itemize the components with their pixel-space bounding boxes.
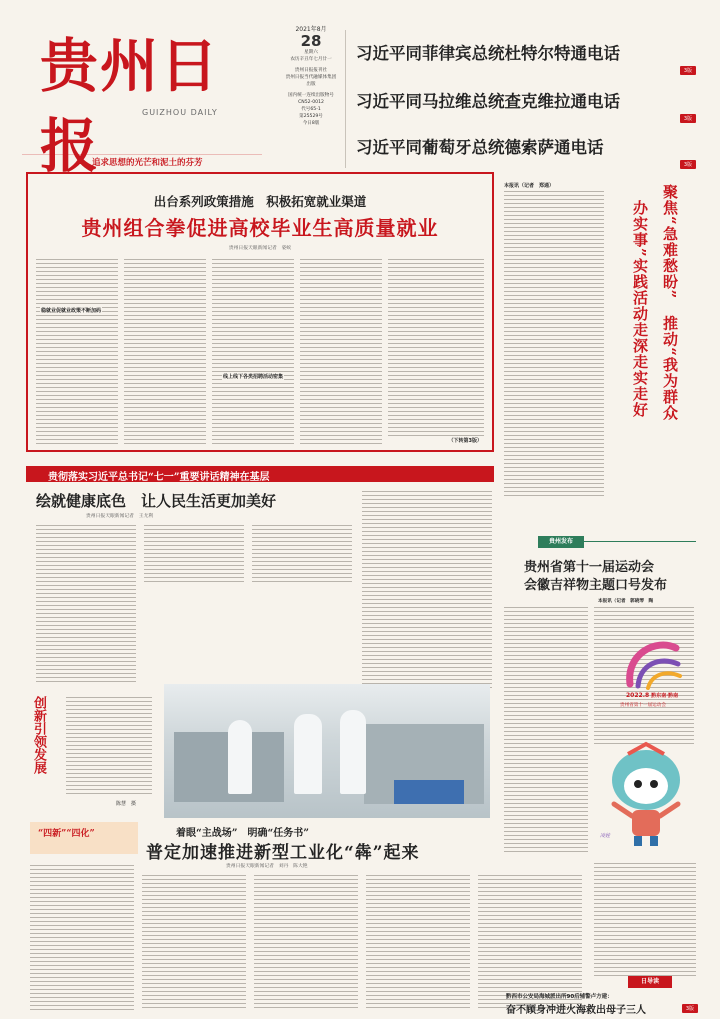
photo-feature[interactable] [26, 690, 490, 820]
guizhou-release[interactable] [504, 530, 696, 860]
release-headline-1: 贵州省第十一届运动会 [524, 560, 655, 575]
guide-headline: 奋不顾身冲进火海救出母子三人 [506, 1005, 646, 1016]
lead-kicker: 出台系列政策措施 积极拓宽就业渠道 [153, 194, 367, 209]
lead-text-col-5 [388, 256, 484, 436]
top-headline-3[interactable]: 习近平同葡萄牙总统德索萨通电话 3版 [356, 134, 696, 164]
slogan-rule [22, 154, 262, 155]
top-headlines [356, 34, 696, 174]
health-byline: 贵州日报天眼新闻记者 王尤利 [86, 514, 154, 519]
lead-text-col-4 [300, 256, 382, 446]
industry-headline: 普定加速推进新型工业化“犇”起来 [146, 843, 420, 863]
issue-number: 第25529号 [299, 114, 323, 119]
blue-crates [394, 780, 464, 804]
games-emblem [616, 634, 690, 690]
games-logo [616, 634, 690, 726]
logo-name: 贵州省第十一届运动会 [620, 703, 666, 708]
lead-text-col-3 [212, 256, 294, 446]
photo-author: 陈慧 摄 [116, 801, 137, 807]
mascot [598, 740, 694, 850]
release-tag: 贵州发布 [538, 536, 584, 548]
today-guide[interactable] [504, 980, 698, 1016]
lead-subhead-1: 稳就业促就业政策不断加码 [41, 308, 102, 314]
health-story[interactable] [26, 488, 356, 698]
date-day: 28 [300, 32, 322, 50]
side-story-text [504, 188, 604, 498]
lead-headline: 贵州组合拳促进高校毕业生高质量就业 [81, 216, 439, 240]
lunar-date: 农历辛丑年七月廿一 [290, 57, 332, 62]
release-headline-2: 会徽吉祥物主题口号发布 [524, 578, 668, 593]
worker-figure [294, 714, 322, 794]
factory-photo [164, 684, 490, 818]
industry-text-col-2 [142, 872, 246, 1010]
photo-caption-text [66, 694, 152, 796]
worker-figure [340, 710, 366, 794]
publisher-2: 贵州日报当代融媒体集团 [285, 75, 337, 80]
postal-code: 代号65-1 [301, 107, 321, 112]
masthead-slogan: 追求思想的光芒和泥土的芬芳 [92, 158, 203, 168]
lead-byline: 贵州日报天眼新闻记者 姿蚁 [228, 246, 292, 251]
guide-page-tag: 3版 [682, 1004, 698, 1013]
release-bottom-text [594, 860, 696, 978]
health-headline: 绘就健康底色 让人民生活更加美好 [36, 492, 277, 510]
side-headline-col-2[interactable]: 办实事”实践活动走深走实走好 [631, 200, 649, 418]
masthead-info [282, 26, 340, 127]
health-text-col-2 [144, 522, 244, 584]
masthead-name: 贵州日报 [40, 32, 221, 180]
publisher-1: 贵州日报报刊社 [294, 68, 328, 73]
industry-badge: “四新”“四化” [30, 822, 138, 854]
page-ref-tag: 3版 [680, 160, 696, 169]
industry-text-col-4 [366, 872, 470, 1010]
release-rule [584, 541, 696, 542]
masthead [22, 18, 272, 180]
lead-text-col-1 [36, 256, 118, 446]
date-year-month: 2021年8月 [295, 26, 327, 33]
health-text-col-1 [36, 522, 136, 682]
publisher-3: 出版 [306, 82, 316, 87]
lead-subhead-2: 线上线下各类招聘活动密集 [223, 374, 284, 380]
health-text-col-3 [252, 522, 352, 584]
lead-text-col-2 [124, 256, 206, 446]
worker-figure [228, 720, 252, 794]
industry-byline: 贵州日报天眼新闻记者 刘丹 陈大艳 [226, 864, 308, 869]
issn-label: 国内统一连续出版物号 [288, 93, 334, 98]
spirit-banner-text: 贵彻落实习近平总书记“七一”重要讲话精神在基层 [48, 472, 270, 483]
logo-year: 2022.8 黔东南·黔南 [626, 692, 679, 699]
lead-continued[interactable]: （下转第3版） [448, 438, 482, 444]
top-headline-2[interactable]: 习近平同马拉维总统查克维拉通电话 3版 [356, 88, 696, 118]
industry-text-col-1 [30, 862, 134, 1010]
industry-text-col-3 [254, 872, 358, 1010]
release-author: 本报讯（记者 郭晓琴 陶 [598, 599, 654, 604]
mascot-label: 凌娃 [600, 833, 611, 839]
guide-subtitle: 黔西市公安局海城派出所90后辅警卢方建： [506, 994, 613, 1000]
cn-code: CN52-0012 [298, 100, 324, 105]
mascot-figure [598, 740, 694, 850]
page-ref-tag: 3版 [680, 114, 696, 123]
page-ref-tag: 3版 [680, 66, 696, 75]
industry-kicker: 着眼“主战场” 明确“任务书” [176, 828, 310, 839]
side-headline-col-1[interactable]: 聚焦“急难愁盼” 推动“我为群众 [661, 184, 679, 421]
top-headline-1[interactable]: 习近平同菲律宾总统杜特尔特通电话 3版 [356, 40, 696, 70]
headline-divider [345, 30, 346, 168]
guide-tag: 日导读 [628, 976, 672, 988]
lead-story[interactable] [26, 172, 494, 452]
page-count: 今日8版 [302, 121, 320, 126]
side-story-author: 本报讯（记者 郑通） [504, 183, 555, 189]
release-text-col-1 [504, 604, 588, 854]
mid-text-col [362, 488, 492, 688]
spirit-banner [26, 466, 494, 482]
weekday: 星期六 [304, 50, 318, 55]
masthead-pinyin: GUIZHOU DAILY [142, 108, 218, 117]
photo-title: 创新引领发展 [31, 696, 46, 774]
